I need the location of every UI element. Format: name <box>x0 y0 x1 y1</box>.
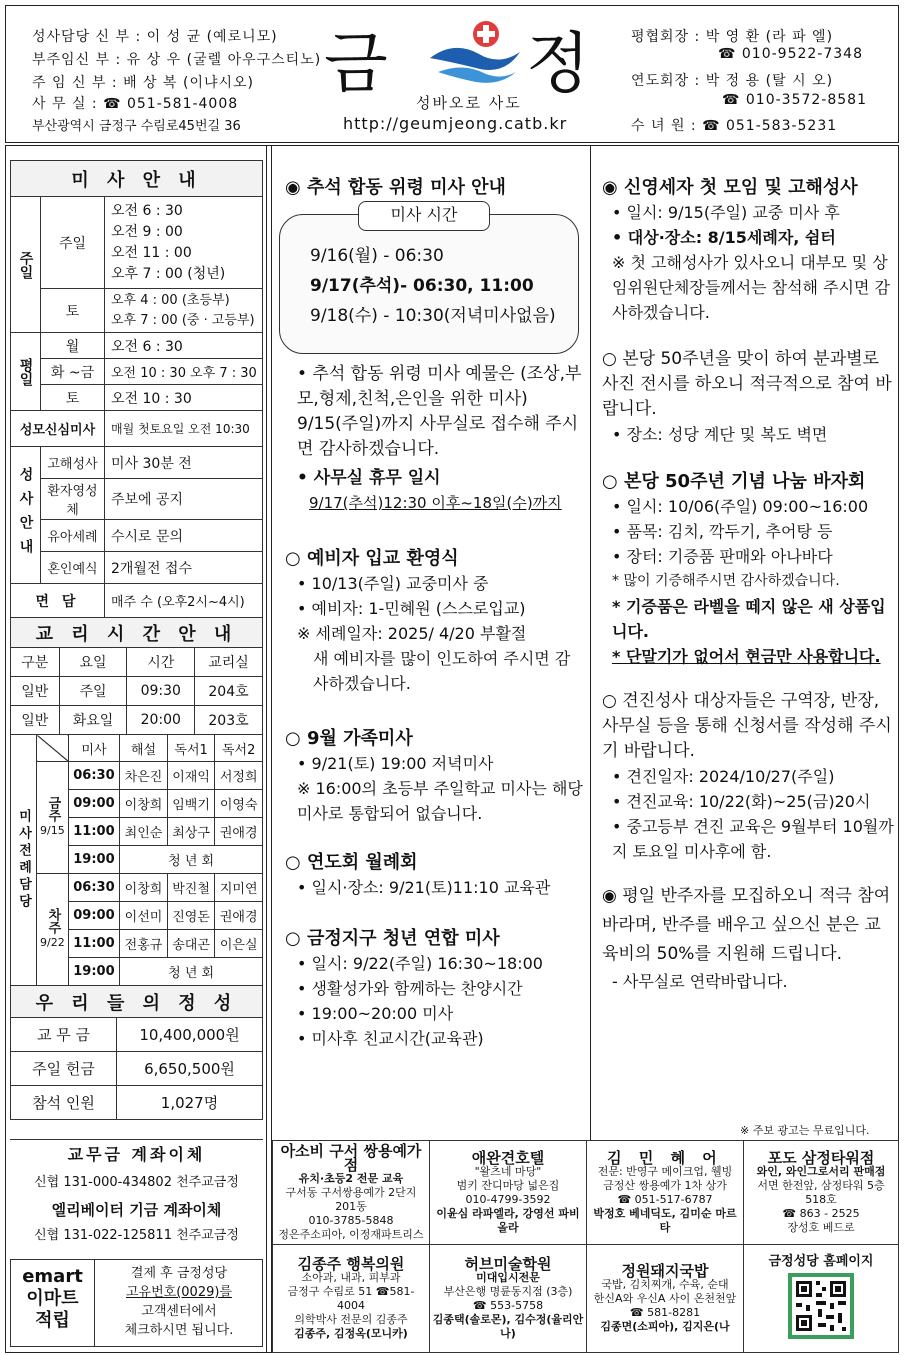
section-item: ※ 세례일자: 2025/ 4/20 부활절 <box>297 624 527 643</box>
sacrament-label: 고해성사 <box>41 447 105 479</box>
duty-header: 독서2 <box>215 735 263 762</box>
duty-time: 09:00 <box>68 902 120 930</box>
duty-time: 11:00 <box>68 818 120 846</box>
section-text: 9/17(추석)12:30 이후~18일(수)까지 <box>309 494 562 512</box>
section-title: ○ 예비자 입교 환영식 <box>285 548 459 569</box>
column-divider <box>590 145 591 1140</box>
catechism-cell: 일반 <box>11 706 60 735</box>
duty-time: 06:30 <box>68 874 120 902</box>
duty-time: 19:00 <box>68 958 120 986</box>
mass-time: 오전 10 : 30 <box>105 385 263 411</box>
mass-time: 오전 9 : 00 <box>111 223 183 240</box>
duty-cell: 이창희 <box>120 790 168 818</box>
ad-line: 한신A와 우신A 사이 온천천앞 <box>593 1291 737 1305</box>
ad-cell <box>430 1141 587 1245</box>
section-item: • 일시·장소: 9/21(토)11:10 교육관 <box>297 878 551 897</box>
duty-cell: 최인순 <box>120 818 168 846</box>
header-left-line: 성사담당 신 부 : 이 성 균 (예로니모) <box>32 29 278 45</box>
middle-column <box>285 175 585 1051</box>
duty-cell: 이재익 <box>167 762 215 790</box>
section-text: • 추석 합동 위령 미사 예물은 (조상,부모,형제,친척,은인을 위한 미사) 9/15(주일)까지 사무실로 접수해 주시면 감사하겠습니다. <box>297 364 582 459</box>
ad-line: 국밥, 김치찌개, 수육, 순대 <box>601 1277 729 1291</box>
ad-line: 미대입시전문 <box>476 1270 540 1284</box>
ad-line: ☎ 581-8281 <box>629 1305 701 1319</box>
mass-time: 9/18(수) - 10:30(저녁미사없음) <box>310 306 556 326</box>
ad-cell <box>587 1245 744 1353</box>
duty-cell: 지미연 <box>215 874 263 902</box>
header-right-line: ☎ 010-9522-7348 <box>718 46 863 62</box>
duty-header: 독서1 <box>167 735 215 762</box>
ad-name: 포도 삼정타워점 <box>767 1148 875 1167</box>
ad-cell <box>744 1141 899 1245</box>
duty-cell: 청 년 회 <box>120 846 263 874</box>
section-item: • 미사후 친교시간(교육관) <box>297 1029 484 1048</box>
emart-logo: 이마트 <box>26 1288 79 1309</box>
duty-cell: 전홍규 <box>120 930 168 958</box>
ad-line: 구서동 구서쌍용예가 2단지 201동 <box>285 1185 417 1213</box>
section-item: • 일시: 9/22(주일) 16:30~18:00 <box>297 954 543 973</box>
ad-name: 김종주 행복의원 <box>297 1254 405 1273</box>
duty-table <box>10 734 263 986</box>
mass-time-box <box>279 205 579 354</box>
title-geum: 금 <box>324 25 388 102</box>
saturday-label: 토 <box>41 289 105 333</box>
ad-name: 애완견호텔 <box>471 1148 545 1167</box>
week-date: 9/22 <box>40 935 65 949</box>
catechism-table <box>10 617 263 735</box>
mass-time: 오후 7 : 00 (중 · 고등부) <box>111 312 255 328</box>
duty-header: 해설 <box>120 735 168 762</box>
ad-cell <box>430 1245 587 1353</box>
duty-cell: 최상구 <box>167 818 215 846</box>
subtitle: 성바오로 사도 <box>416 94 522 112</box>
section-item: • 일시: 10/06(주일) 09:00~16:00 <box>612 497 869 516</box>
duty-cell: 이영숙 <box>215 790 263 818</box>
ad-line: 서면 한전앞, 삼정타워 5층 518호 <box>757 1178 885 1206</box>
duty-cell: 송대곤 <box>167 930 215 958</box>
qr-code-icon[interactable] <box>788 1273 854 1339</box>
header-right-line: 연도회장 : 박 정 용 (탈 시 오) <box>631 73 834 89</box>
right-column <box>602 175 894 994</box>
catechism-cell: 203호 <box>195 706 263 735</box>
catechism-cell: 주일 <box>59 677 127 706</box>
week-date: 9/15 <box>40 823 65 837</box>
mass-time: 9/16(월) - 06:30 <box>310 246 444 266</box>
ad-name: 정원돼지국밥 <box>621 1261 709 1280</box>
section-item: ※ 16:00의 초등부 주일학교 미사는 해당 미사로 통합되어 없습니다. <box>297 779 583 823</box>
emart-code: 고유번호(0029)를 <box>125 1285 233 1300</box>
ad-name: 아소비 구서 쌍용예가점 <box>280 1141 422 1174</box>
catechism-cell: 일반 <box>11 677 60 706</box>
offering-table <box>10 985 263 1120</box>
mass-time: 오전 6 : 30 <box>105 333 263 359</box>
header <box>5 5 899 143</box>
tue-fri-label: 화 ~금 <box>41 359 105 385</box>
duty-cell: 임백기 <box>167 790 215 818</box>
offering-label: 교 무 금 <box>11 1018 117 1052</box>
section-text: ○ 견진성사 대상자들은 구역장, 반장, 사무실 등을 통해 신청서를 작성해 주시기 바랍니다. <box>602 691 892 761</box>
ad-line: 장성호 베드로 <box>787 1220 855 1234</box>
header-right-line: 평협회장 : 박 영 환 (라 파 엘) <box>631 29 834 45</box>
ad-line: 010-3785-5848 <box>308 1213 394 1227</box>
catechism-cell: 화요일 <box>59 706 127 735</box>
emart-text: 고객센터에서 <box>141 1304 217 1319</box>
ad-line: 부산은행 명륜동지점 (3층) <box>443 1284 573 1298</box>
section-item: • 19:00~20:00 미사 <box>297 1004 454 1023</box>
mass-time: 오전 11 : 00 <box>111 244 192 261</box>
duty-cell: 서정희 <box>215 762 263 790</box>
ad-line: 이윤심 라파엘라, 강영선 파비올라 <box>436 1206 580 1234</box>
section-item: ※ 첫 고해성사가 있사오니 대부모 및 상임위원단체장들께서는 참석해 주시면 감사하겠습니다. <box>612 253 891 322</box>
title-jeong: 정 <box>526 25 590 102</box>
ad-line: 범키 잔디마당 넓은집 <box>456 1178 560 1192</box>
parish-url[interactable]: http://geumjeong.catb.kr <box>343 114 568 133</box>
duty-cell: 진영돈 <box>167 902 215 930</box>
ad-name: 김 민 혜 어 <box>607 1148 723 1167</box>
catechism-header: 교리실 <box>195 648 263 677</box>
section-item: • 일시: 9/15(주일) 교중 미사 후 <box>612 203 840 222</box>
section-title: ○ 금정지구 청년 연합 미사 <box>285 928 500 949</box>
section-text: ○ 본당 50주년을 맞이 하여 분과별로 사진 전시를 하오니 적극적으로 참여 바랍니다. <box>602 349 892 419</box>
duty-header: 미사 <box>68 735 120 762</box>
ad-line: 김종주, 김정옥(모니카) <box>294 1326 408 1340</box>
sacrament-label: 환자영성체 <box>41 479 105 520</box>
monday-label: 월 <box>41 333 105 359</box>
heart-mass-time: 매월 첫토요일 오전 10:30 <box>105 411 263 447</box>
duty-cell: 이은실 <box>215 930 263 958</box>
catechism-header: 요일 <box>59 648 127 677</box>
ad-line: 박정호 베네딕도, 김미순 마르타 <box>593 1206 737 1234</box>
sacrament-label: 혼인예식 <box>41 552 105 584</box>
ads-grid <box>272 1140 899 1353</box>
catechism-header: 구분 <box>11 648 60 677</box>
weekday-side: 평일 <box>11 333 41 411</box>
emart-box <box>10 1259 263 1347</box>
saturday-label: 토 <box>41 385 105 411</box>
emart-logo: emart <box>22 1266 83 1287</box>
header-left-line: 부주임신 부 : 유 상 우 (굴렐 아우구스티노) <box>32 52 322 68</box>
mass-time: 9/17(추석)- 06:30, 11:00 <box>310 276 534 296</box>
section-item: • 견진교육: 10/22(화)~25(금)20시 <box>612 792 871 811</box>
catechism-cell: 20:00 <box>127 706 195 735</box>
ad-note: ※ 주보 광고는 무료입니다. <box>740 1124 870 1137</box>
ad-line: ☎ 051-517-6787 <box>617 1192 713 1206</box>
mass-time: 오전 10 : 30 오후 7 : 30 <box>105 359 263 385</box>
offering-label: 주일 헌금 <box>11 1052 117 1086</box>
offering-value: 10,400,000원 <box>117 1018 263 1052</box>
header-left-line: 사 무 실 : ☎ 051-581-4008 <box>32 96 239 112</box>
ad-name: 금정성당 홈페이지 <box>768 1253 874 1269</box>
week-label: 금주 <box>45 795 61 822</box>
ad-cell <box>587 1141 744 1245</box>
ad-line: "왈츠네 마당" <box>474 1164 542 1178</box>
section-item: • 견진일자: 2024/10/27(주일) <box>612 767 835 786</box>
account-number[interactable]: 신협 131-022-125811 천주교금정 <box>34 1228 239 1243</box>
sacrament-value: 주보에 공지 <box>105 479 263 520</box>
duty-cell: 박진철 <box>167 874 215 902</box>
ad-line: 금정산 쌍용예가 1차 상가 <box>603 1178 727 1192</box>
mass-time: 오전 6 : 30 <box>111 202 183 219</box>
mass-time: 오후 4 : 00 (초등부) <box>111 292 230 308</box>
mass-title: 미 사 안 내 <box>11 161 263 197</box>
section-item: • 대상·장소: 8/15세례자, 쉼터 <box>612 228 836 247</box>
header-left-line: 주 임 신 부 : 배 상 복 (이냐시오) <box>32 75 255 91</box>
duty-time: 11:00 <box>68 930 120 958</box>
section-item: * 많이 기증해주시면 감사하겠습니다. <box>612 573 840 589</box>
ad-line: 전문: 반영구 메이크업, 웰빙 <box>597 1164 733 1178</box>
section-item: • 예비자: 1-민혜원 (스스로입교) <box>297 599 526 618</box>
parish-logo-icon <box>424 18 524 88</box>
ad-line: 소아과, 내과, 피부과 <box>301 1270 401 1284</box>
duty-side: 미사전례담당 <box>11 735 37 986</box>
section-title: ○ 본당 50주년 기념 나눔 바자회 <box>602 471 866 492</box>
header-right-line: 수 녀 원 : ☎ 051-583-5231 <box>631 118 838 134</box>
accounts <box>10 1139 263 1243</box>
section-text: - 사무실로 연락바랍니다. <box>612 972 788 991</box>
ad-line: 정은주소피아, 이정재파트리스 <box>278 1227 424 1241</box>
week-label: 차주 <box>45 907 61 934</box>
account-title: 엘리베이터 기금 계좌이체 <box>51 1201 222 1219</box>
sacrament-side: 성사안내 <box>11 447 41 584</box>
duty-cell: 권애경 <box>215 818 263 846</box>
ad-line: ☎ 863 - 2525 <box>782 1206 860 1220</box>
duty-cell: 이창희 <box>120 874 168 902</box>
section-item: 새 예비자를 많이 인도하여 주시면 감사하겠습니다. <box>313 649 571 693</box>
section-item: • 장터: 기증품 판매와 아나바다 <box>612 547 833 566</box>
section-item: * 기증품은 라벨을 떼지 않은 새 상품입니다. <box>612 597 886 641</box>
section-item: • 10/13(주일) 교중미사 중 <box>297 574 489 593</box>
section-title: ◉ 추석 합동 위령 미사 안내 <box>285 177 506 198</box>
section-item: • 9/21(토) 19:00 저녁미사 <box>297 754 494 773</box>
duty-time: 09:00 <box>68 790 120 818</box>
section-item: • 품목: 김치, 깍두기, 추어탕 등 <box>612 522 833 541</box>
ad-cell <box>273 1245 430 1353</box>
ad-line: ☎ 553-5758 <box>472 1298 544 1312</box>
emart-logo: 적립 <box>35 1310 70 1331</box>
offering-label: 참석 인원 <box>11 1086 117 1120</box>
offering-title: 우 리 들 의 정 성 <box>11 986 263 1018</box>
duty-cell: 차은진 <box>120 762 168 790</box>
section-title: ○ 연도회 월례회 <box>285 852 418 873</box>
duty-cell: 권애경 <box>215 902 263 930</box>
sacrament-value: 수시로 문의 <box>105 520 263 552</box>
duty-time: 06:30 <box>68 762 120 790</box>
duty-time: 19:00 <box>68 846 120 874</box>
sacrament-label: 유아세례 <box>41 520 105 552</box>
catechism-cell: 204호 <box>195 677 263 706</box>
section-item: • 중고등부 견진 교육은 9월부터 10월까지 토요일 미사후에 함. <box>612 817 894 861</box>
ad-cell <box>744 1245 899 1353</box>
ad-line: 유치·초등2 전문 교육 <box>298 1171 404 1185</box>
duty-cell: 이선미 <box>120 902 168 930</box>
ad-line: 010-4799-3592 <box>465 1192 551 1206</box>
catechism-header: 시간 <box>127 648 195 677</box>
offering-value: 1,027명 <box>117 1086 263 1120</box>
duty-cell: 청 년 회 <box>120 958 263 986</box>
sacrament-value: 미사 30분 전 <box>105 447 263 479</box>
ad-line: 금정구 수림로 51 ☎581-4004 <box>287 1284 415 1312</box>
header-address: 부산광역시 금정구 수림로45번길 36 <box>32 119 241 134</box>
ad-line: 김종택(솔로몬), 김수정(율리안나) <box>432 1312 584 1340</box>
meeting-label: 면 담 <box>11 584 105 618</box>
meeting-value: 매주 수 (오후2시~4시) <box>105 584 263 618</box>
section-item: • 장소: 성당 계단 및 복도 벽면 <box>612 425 828 444</box>
section-item: * 단말기가 없어서 현금만 사용합니다. <box>612 647 881 666</box>
section-title: ◉ 신영세자 첫 모임 및 고해성사 <box>602 177 858 198</box>
ad-name: 허브미술학원 <box>464 1254 552 1273</box>
sunday-side: 주일 <box>11 197 41 333</box>
offering-value: 6,650,500원 <box>117 1052 263 1086</box>
emart-text: 결제 후 금정성당 <box>130 1266 228 1281</box>
box-label: 미사 시간 <box>358 201 490 231</box>
section-text: • 사무실 휴무 일시 <box>297 468 441 488</box>
header-right-line: ☎ 010-3572-8581 <box>722 92 867 108</box>
section-title: ○ 9월 가족미사 <box>285 728 413 749</box>
left-column <box>10 160 263 1120</box>
duty-corner <box>37 735 69 762</box>
mass-time: 오후 7 : 00 (청년) <box>111 265 226 282</box>
catechism-cell: 09:30 <box>127 677 195 706</box>
section-text: ◉ 평일 반주자를 모집하오니 적극 참여 바라며, 반주를 배우고 싶으신 분은 교육비의 50%를 지원해 드립니다. <box>602 886 891 964</box>
catechism-title: 교 리 시 간 안 내 <box>11 618 263 648</box>
sacrament-value: 2개월전 접수 <box>105 552 263 584</box>
account-number[interactable]: 신협 131-000-434802 천주교금정 <box>34 1175 239 1190</box>
emart-text: 체크하시면 됩니다. <box>124 1323 234 1338</box>
sunday-label: 주일 <box>41 197 105 289</box>
ad-line: 와인, 와인그로서리 판매점 <box>756 1164 886 1178</box>
ad-line: 김종면(소피아), 김지은(나 <box>600 1319 730 1333</box>
ad-line: 의학박사 전문의 김종주 <box>294 1312 408 1326</box>
section-item: • 생활성가와 함께하는 찬양시간 <box>297 979 523 998</box>
account-title: 교무금 계좌이체 <box>67 1145 206 1164</box>
ad-cell <box>273 1141 430 1245</box>
heart-mass-label: 성모신심미사 <box>11 411 105 447</box>
mass-table <box>10 160 263 618</box>
